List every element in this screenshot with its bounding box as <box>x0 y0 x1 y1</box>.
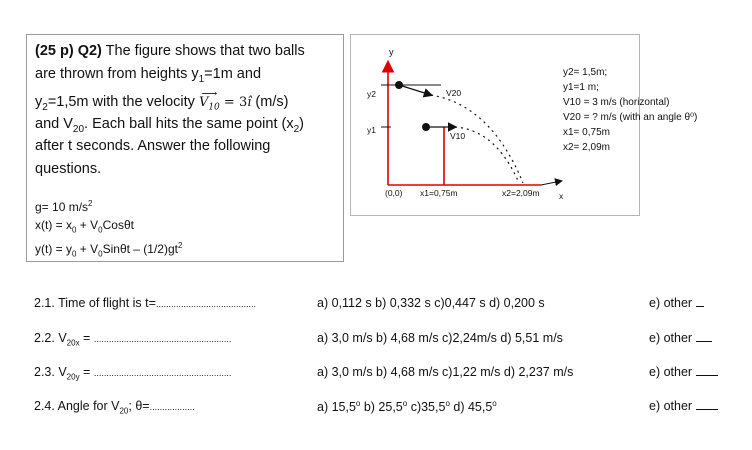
question-2-4-other: e) other <box>649 399 718 413</box>
y1-label: y1 <box>367 125 376 135</box>
answer-blank[interactable]: ........................................ <box>155 299 256 309</box>
question-2-4-options: a) 15,5$^o$ b) 25,5$^o$ c)35,5$^o$ d) 45,5$^o$ <box>317 399 497 415</box>
question-2-1-other: e) other <box>649 296 704 310</box>
problem-line-6: questions. <box>35 161 102 177</box>
x-formula: $x(t) = x_0 + V_0Cos\theta t$ <box>35 218 134 235</box>
problem-line-3: $y_2=1,5m$ with the velocity ⟶ $V_{10}$ = 3î (m/s) <box>35 92 288 118</box>
question-2-2: 2.2. $V_{20x}$ = ....................................................... <box>34 331 232 348</box>
question-2-2-options: a) 3,0 m/s b) 4,68 m/s c)2,24m/s d) 5,51 m/s <box>317 331 563 345</box>
answer-blank[interactable]: ....................................................... <box>93 368 232 378</box>
problem-line-5: after t seconds. Answer the following <box>35 138 271 154</box>
answer-blank[interactable]: .................. <box>149 402 195 412</box>
y2-label: y2 <box>367 89 376 99</box>
question-2-3-options: a) 3,0 m/s b) 4,68 m/s c)1,22 m/s d) 2,237 m/s <box>317 365 574 379</box>
x1-label: x1=0,75m <box>420 188 458 198</box>
question-2-3: 2.3. $V_{20y}$ = ....................................................... <box>34 365 232 382</box>
velocity-vector-symbol: ⟶ $V_{10}$ <box>198 87 220 113</box>
question-2-2-other: e) other <box>649 331 712 345</box>
given-values: y2= 1,5m; y1=1 m; V10 = 3 m/s (horizontal) V20 = ? m/s (with an angle θ⁰) x1= 0,75m x2= 2,09m <box>563 67 698 153</box>
y-axis-label: y <box>389 47 394 57</box>
v20-label: V20 <box>446 88 462 98</box>
x-axis-label: x <box>559 191 564 201</box>
problem-line-1: (25 p) Q2) The figure shows that two balls <box>35 43 305 59</box>
question-2-3-other: e) other <box>649 365 718 379</box>
figure-box <box>350 34 698 216</box>
question-2-1: 2.1. Time of flight is t=........................................ <box>34 296 256 310</box>
v10-label: V10 <box>450 131 466 141</box>
v20-arrow <box>399 85 431 95</box>
gravity-formula: g= 10 $m/s^2$ <box>35 199 93 214</box>
y-formula: $y(t) = y_0 + V_0Sin\theta t - (1/2)gt^2$ <box>35 241 183 259</box>
question-2-1-options: a) 0,112 s b) 0,332 s c)0,447 s d) 0,200 s <box>317 296 545 310</box>
problem-box <box>26 34 344 262</box>
origin-label: (0,0) <box>385 188 403 198</box>
answer-blank[interactable]: ....................................................... <box>93 334 232 344</box>
problem-line-2: are thrown from heights $y_1=1m$ and <box>35 66 262 85</box>
problem-line-4: and $V_{20}$. Each ball hits the same point $(x_2)$ <box>35 116 304 135</box>
problem-header: (25 p) Q2) <box>35 43 102 59</box>
x2-label: x2=2,09m <box>502 188 540 198</box>
question-2-4: 2.4. Angle for $V_{20}$; θ=.................. <box>34 399 195 416</box>
